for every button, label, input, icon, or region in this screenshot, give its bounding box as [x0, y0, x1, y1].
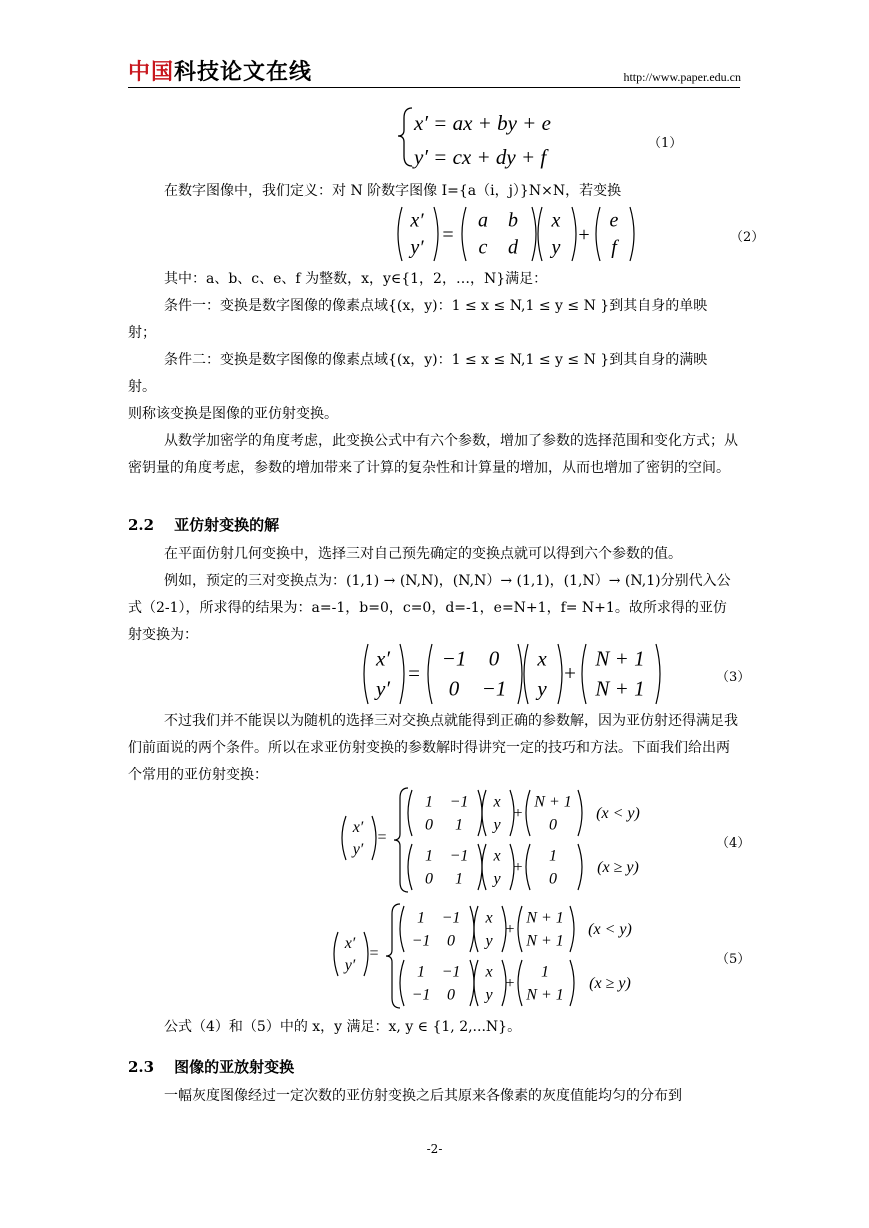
- eq5-case2-matrix-cell: −1: [441, 963, 461, 981]
- eq4-lhs-lparen: [342, 816, 346, 860]
- eq5-case2-plus: +: [505, 975, 515, 992]
- eq5-case2-vector-cell: x: [485, 963, 493, 981]
- condition-1-end: 射；: [128, 325, 156, 341]
- eq5-case1-vector-lparen: [474, 906, 478, 952]
- eq2-translation-rparen: [630, 207, 634, 261]
- para-where: 其中：a、b、c、e、f 为整数，x，y∈{1，2，…，N}满足：: [164, 271, 548, 287]
- eq4-case1-matrix-lparen: [408, 790, 412, 836]
- eq3-lhs-cell: y′: [376, 676, 390, 701]
- equation-1: [396, 100, 576, 172]
- eq4-case2-vector-cell: x: [493, 847, 501, 865]
- eq4-case1-translation-cell: 0: [549, 816, 557, 834]
- equation-4: [340, 784, 660, 896]
- para-plane: 在平面仿射几何变换中，选择三对自己预先确定的变换点就可以得到六个参数的值。: [164, 546, 682, 562]
- eq4-case2-translation-rparen: [578, 844, 582, 890]
- eq3-equals: =: [408, 661, 420, 685]
- eq3-plus: +: [564, 661, 576, 685]
- eq-number-5: （5）: [716, 952, 751, 967]
- eq1-line1: x′ = ax + by + e: [414, 111, 551, 135]
- eq5-case1-vector-cell: y: [485, 932, 493, 950]
- eq2-vector-lparen: [538, 207, 542, 261]
- eq-number-3: （3）: [716, 670, 751, 685]
- eq4-case2-plus: +: [513, 859, 523, 876]
- eq5-lhs-cell: x′: [344, 934, 356, 952]
- condition-2-end: 射。: [128, 379, 156, 395]
- eq3-vector-lparen: [524, 644, 528, 704]
- eq3-lhs-cell: x′: [376, 646, 390, 671]
- para-crypto: 从数学加密学的角度考虑，此变换公式中有六个参数，增加了参数的选择范围和变化方式；从密钥量的角度考虑，参数的增加带来了计算的复杂性和计算量的增加，从而也增加了密钥的空间。: [128, 433, 738, 476]
- eq1-line2: y′ = cx + dy + f: [414, 145, 547, 169]
- para-formula-xy: 公式（4）和（5）中的 x，y 满足：x, y ∈ {1, 2,...N}。: [164, 1019, 522, 1035]
- eq3-translation-lparen: [582, 644, 586, 704]
- eq5-case2-translation-cell: N + 1: [526, 986, 564, 1004]
- eq2-matrix-cell: b: [508, 209, 518, 232]
- eq4-case2-matrix-lparen: [408, 844, 412, 890]
- logo: 中国科技论文在线: [128, 60, 313, 85]
- eq4-case1-matrix-cell: 1: [455, 816, 463, 834]
- eq4-case1-matrix-cell: 1: [425, 793, 433, 811]
- equation-3: [362, 640, 682, 708]
- eq4-brace: [394, 788, 408, 892]
- eq5-case2-matrix-cell: 1: [417, 963, 425, 981]
- eq3-matrix-cell: −1: [481, 676, 507, 701]
- eq2-matrix-cell: d: [508, 236, 518, 259]
- equation-2: [396, 203, 636, 265]
- condition-1: 条件一：变换是数字图像的像素点域{(x，y)：1 ≤ x ≤ N,1 ≤ y ≤ N }到其自身的单映: [164, 298, 708, 314]
- eq5-case1-matrix-cell: −1: [411, 932, 431, 950]
- eq5-lhs-lparen: [334, 932, 338, 976]
- condition-2: 条件二：变换是数字图像的像素点域{(x，y)：1 ≤ x ≤ N,1 ≤ y ≤ N }到其自身的满映: [164, 352, 708, 368]
- eq5-case1-matrix-cell: 0: [447, 932, 455, 950]
- eq5-case1-translation-cell: N + 1: [526, 932, 564, 950]
- eq4-case1-matrix-cell: 0: [425, 816, 433, 834]
- eq3-translation-rparen: [656, 644, 660, 704]
- eq5-brace: [386, 904, 400, 1008]
- eq4-case1-vector-cell: x: [493, 793, 501, 811]
- eq5-case1-condition: (x < y): [588, 921, 632, 938]
- eq5-case2-matrix-cell: 0: [447, 986, 455, 1004]
- header-divider: [128, 87, 740, 88]
- eq-number-1: （1）: [648, 136, 683, 151]
- eq5-lhs-cell: y′: [344, 956, 356, 974]
- eq2-translation-cell: f: [611, 236, 617, 259]
- eq5-case1-translation-lparen: [518, 906, 522, 952]
- eq4-lhs-cell: x′: [352, 818, 364, 836]
- eq5-case2-translation-cell: 1: [541, 963, 549, 981]
- para-example: 例如，预定的三对变换点为：(1,1) → (N,N)，(N,N）→ (1,1)，(1,N）→ (N,1)分别代入公式（2-1），所求得的结果为：a=-1，b=0，c=0，d=-1，e=N+1，f= N+1。故所求得的亚仿射变换为：: [128, 573, 731, 643]
- eq3-translation-cell: N + 1: [595, 676, 645, 701]
- eq4-case2-translation-lparen: [526, 844, 530, 890]
- eq2-vector-rparen: [572, 207, 576, 261]
- eq5-case1-vector-cell: x: [485, 909, 493, 927]
- eq-number-2: （2）: [730, 230, 765, 245]
- eq2-plus: +: [578, 224, 590, 246]
- eq2-matrix-lparen: [462, 207, 466, 261]
- eq5-case1-matrix-cell: 1: [417, 909, 425, 927]
- eq4-case2-vector-lparen: [482, 844, 486, 890]
- eq4-case2-matrix-cell: 1: [455, 870, 463, 888]
- eq4-case1-plus: +: [513, 805, 523, 822]
- eq5-case1-matrix-cell: −1: [441, 909, 461, 927]
- eq2-lhs-cell: y′: [410, 236, 424, 259]
- para-gray: 一幅灰度图像经过一定次数的亚仿射变换之后其原来各像素的灰度值能均匀的分布到: [164, 1088, 682, 1104]
- eq4-lhs-rparen: [372, 816, 376, 860]
- eq4-case2-matrix-cell: −1: [449, 847, 469, 865]
- eq4-case2-matrix-cell: 1: [425, 847, 433, 865]
- eq4-case1-vector-cell: y: [493, 816, 501, 834]
- eq3-matrix-cell: −1: [441, 646, 467, 671]
- eq2-matrix-rparen: [532, 207, 536, 261]
- eq3-lhs-rparen: [400, 644, 404, 704]
- eq3-matrix-cell: 0: [448, 676, 460, 701]
- eq4-equals: =: [377, 829, 387, 846]
- eq4-case2-translation-cell: 0: [549, 870, 557, 888]
- eq3-vector-cell: x: [537, 646, 547, 671]
- eq3-translation-cell: N + 1: [595, 646, 645, 671]
- eq2-lhs-rparen: [434, 207, 438, 261]
- eq4-lhs-cell: y′: [352, 840, 364, 858]
- eq2-vector-cell: x: [551, 209, 561, 232]
- header-url[interactable]: http://www.paper.edu.cn: [623, 70, 741, 84]
- eq5-case1-translation-rparen: [570, 906, 574, 952]
- page-number: -2-: [426, 1142, 443, 1156]
- para-called: 则称该变换是图像的亚仿射变换。: [128, 406, 338, 422]
- eq4-case1-translation-cell: N + 1: [534, 793, 572, 811]
- eq5-case2-translation-rparen: [570, 960, 574, 1006]
- eq5-case1-translation-cell: N + 1: [526, 909, 564, 927]
- eq2-translation-lparen: [596, 207, 600, 261]
- eq5-case2-matrix-lparen: [400, 960, 404, 1006]
- equation-5: [332, 900, 662, 1012]
- eq2-lhs-lparen: [398, 207, 402, 261]
- eq3-lhs-lparen: [364, 644, 368, 704]
- eq4-case2-matrix-cell: 0: [425, 870, 433, 888]
- eq4-case1-translation-rparen: [578, 790, 582, 836]
- eq5-case2-condition: (x ≥ y): [589, 975, 631, 992]
- eq4-case1-condition: (x < y): [596, 805, 640, 822]
- eq5-case1-matrix-lparen: [400, 906, 404, 952]
- eq4-case2-condition: (x ≥ y): [597, 859, 639, 876]
- section-2-3-heading: 2.3 图像的亚放射变换: [128, 1058, 295, 1076]
- eq3-matrix-rparen: [518, 644, 522, 704]
- eq3-matrix-lparen: [428, 644, 432, 704]
- eq2-equals: =: [442, 224, 454, 246]
- eq4-case2-vector-cell: y: [493, 870, 501, 888]
- eq3-vector-rparen: [558, 644, 562, 704]
- eq3-vector-cell: y: [537, 676, 547, 701]
- eq5-case2-matrix-cell: −1: [411, 986, 431, 1004]
- eq5-equals: =: [369, 945, 379, 962]
- eq5-case2-vector-lparen: [474, 960, 478, 1006]
- eq4-case1-vector-lparen: [482, 790, 486, 836]
- eq5-case2-translation-lparen: [518, 960, 522, 1006]
- eq4-case1-translation-lparen: [526, 790, 530, 836]
- eq5-case1-plus: +: [505, 921, 515, 938]
- eq4-case2-translation-cell: 1: [549, 847, 557, 865]
- eq2-matrix-cell: a: [478, 209, 488, 232]
- para-definition: 在数字图像中，我们定义：对 N 阶数字图像 I={a（i，j）}N×N，若变换: [164, 183, 622, 199]
- eq5-case2-vector-cell: y: [485, 986, 493, 1004]
- para-however: 不过我们并不能误以为随机的选择三对交换点就能得到正确的参数解，因为亚仿射还得满足我们前面说的两个条件。所以在求亚仿射变换的参数解时得讲究一定的技巧和方法。下面我们给出两个常用的亚仿射变换：: [128, 713, 738, 783]
- eq3-matrix-cell: 0: [488, 646, 500, 671]
- eq2-vector-cell: y: [551, 236, 561, 259]
- eq2-lhs-cell: x′: [410, 209, 424, 232]
- eq2-translation-cell: e: [609, 209, 619, 232]
- eq2-matrix-cell: c: [478, 236, 488, 259]
- section-2-2-heading: 2.2 亚仿射变换的解: [128, 516, 280, 534]
- eq5-lhs-rparen: [364, 932, 368, 976]
- eq-number-4: （4）: [716, 836, 751, 851]
- eq4-case1-matrix-cell: −1: [449, 793, 469, 811]
